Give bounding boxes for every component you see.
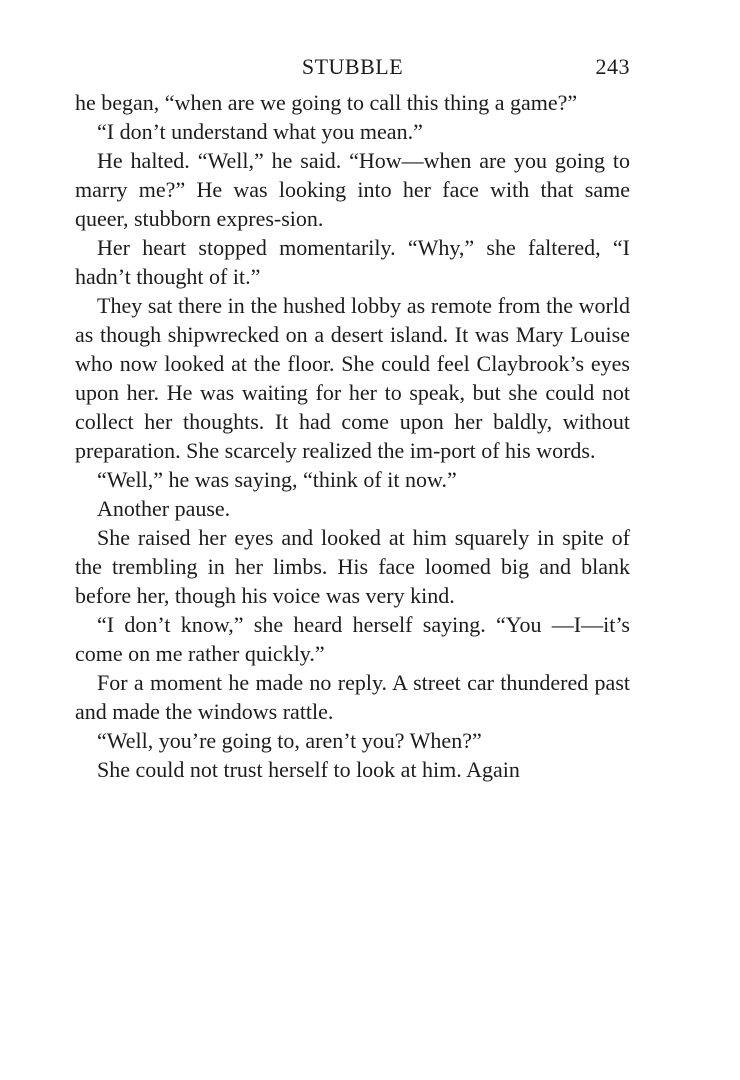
paragraph: She raised her eyes and looked at him squarely in spite of the trembling in her limbs. His face loomed big and blank before her, though his voice was very kind. (75, 525, 630, 608)
page-header (75, 52, 630, 84)
paragraph-continued: he began, “when are we going to call this thing a game?” (75, 90, 578, 115)
paragraph: “I don’t know,” she heard herself saying. “You —I—it’s come on me rather quickly.” (75, 612, 630, 666)
running-head: STUBBLE (301, 54, 404, 79)
paragraph: “Well, you’re going to, aren’t you? When?” (97, 728, 482, 753)
paragraph: They sat there in the hushed lobby as remote from the world as though shipwrecked on a desert island. It was Mary Louise who now looked at the floor. She could feel Claybrook’s eyes upon her. He was waiting for her to speak, but she could not collect her thoughts. It had come upon her baldly, without preparation. She scarcely realized the im-port of his words. (75, 293, 630, 463)
paragraph: “I don’t understand what you mean.” (97, 119, 423, 144)
paragraph: For a moment he made no reply. A street car thundered past and made the windows rattle. (75, 670, 630, 724)
paragraph: She could not trust herself to look at him. Again (97, 757, 520, 782)
paragraph: Another pause. (97, 496, 231, 521)
page-number: 243 (595, 54, 630, 79)
book-page (75, 52, 630, 784)
paragraph: “Well,” he was saying, “think of it now.” (97, 467, 457, 492)
paragraph: Her heart stopped momentarily. “Why,” she faltered, “I hadn’t thought of it.” (75, 235, 630, 289)
body-text (75, 88, 630, 784)
paragraph: He halted. “Well,” he said. “How—when are you going to marry me?” He was looking into her face with that same queer, stubborn expres-sion. (75, 148, 630, 231)
